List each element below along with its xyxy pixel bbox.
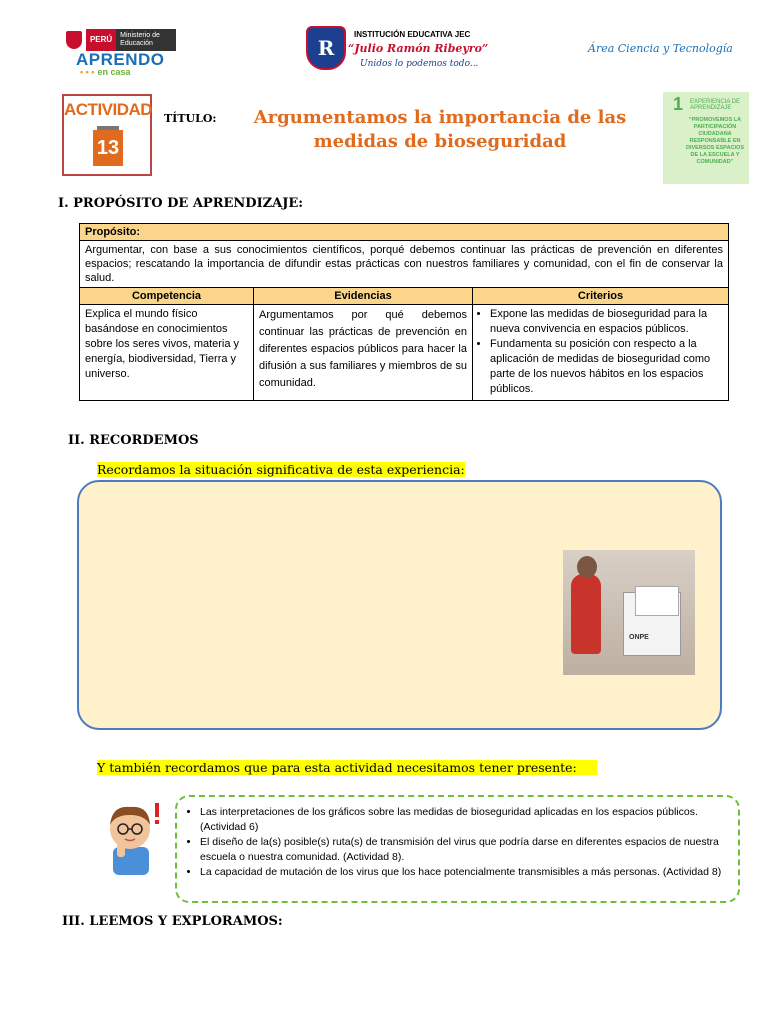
peru-shield-icon bbox=[66, 31, 82, 49]
experience-description: “PROMOVEMOS LA PARTICIPACIÓN CIUDADANA RESPONSABLE EN DIVERSOS ESPACIOS DE LA ESCUELA Y COMUNIDAD” bbox=[686, 117, 744, 165]
reminder-intro: Y también recordamos que para esta actividad necesitamos tener presente: bbox=[97, 760, 597, 775]
person-head bbox=[577, 556, 597, 578]
school-title: “Julio Ramón Ribeyro” bbox=[348, 42, 489, 55]
photo-label: ONPE bbox=[629, 634, 649, 641]
school-name: INSTITUCIÓN EDUCATIVA JEC bbox=[354, 30, 471, 39]
section-heading-recordemos: II. RECORDEMOS bbox=[68, 433, 199, 448]
activity-badge bbox=[62, 94, 152, 176]
evidencias-cell: Argumentamos por qué debemos continuar las prácticas de prevención en diferentes espacios públicos para hacer la difusión a sus familiares y miembros de su comunidad. bbox=[254, 305, 473, 401]
criterios-cell bbox=[473, 305, 729, 401]
page-title: Argumentamos la importancia de las medidas de bioseguridad bbox=[253, 107, 627, 152]
area-label: Área Ciencia y Tecnología bbox=[588, 42, 733, 55]
purpose-text: Argumentar, con base a sus conocimientos científicos, porqué debemos continuar las prácticas de prevención en diferentes espacios; rescatando la importancia de difundir estas prácticas con nuestros familiares y comunidad, con el fin de conservar la salud. bbox=[80, 241, 729, 288]
experience-label: EXPERIENCIA DE APRENDIZAJE bbox=[690, 99, 741, 111]
en-casa-text: • • • en casa bbox=[80, 67, 131, 77]
minedu-logo bbox=[66, 28, 176, 52]
competencia-cell: Explica el mundo físico basándose en conocimientos sobre los seres vivos, materia y energía, biodiversidad, Tierra y universo. bbox=[80, 305, 254, 401]
situation-intro: Recordamos la situación significativa de esta experiencia: bbox=[97, 462, 465, 477]
title-label: TÍTULO: bbox=[164, 112, 217, 125]
experience-badge bbox=[663, 92, 749, 184]
ministry-label: Ministerio de Educación bbox=[116, 29, 176, 51]
activity-label: ACTIVIDAD bbox=[64, 100, 153, 119]
school-motto: Unidos lo podemos todo... bbox=[360, 59, 479, 69]
school-crest-icon: R bbox=[306, 26, 346, 70]
voting-easel bbox=[635, 586, 679, 616]
reminder-item: • Las interpretaciones de los gráficos sobre las medidas de bioseguridad aplicadas en los espacios públicos. (Actividad 6) bbox=[200, 805, 726, 835]
peru-label: PERÚ bbox=[86, 29, 116, 51]
reminder-item: • La capacidad de mutación de los virus que los hace potencialmente transmisibles a más personas. (Actividad 8) bbox=[200, 865, 726, 880]
column-header-criterios: Criterios bbox=[473, 288, 729, 305]
experience-number: 1 bbox=[673, 94, 684, 114]
criterio-item: • Expone las medidas de bioseguridad para la nueva convivencia en espacios públicos. bbox=[490, 307, 723, 337]
column-header-competencia: Competencia bbox=[80, 288, 254, 305]
purpose-label: Propósito: bbox=[80, 224, 729, 241]
reminder-item: • El diseño de la(s) posible(s) ruta(s) de transmisión del virus que podría darse en diferentes espacios de nuestra escuela o nuestra comunidad. (Actividad 8). bbox=[200, 835, 726, 865]
section-heading-purpose: I. PROPÓSITO DE APRENDIZAJE: bbox=[58, 196, 304, 211]
student-thinking-icon bbox=[97, 797, 167, 875]
reminder-box bbox=[175, 795, 740, 903]
voting-photo bbox=[563, 550, 695, 675]
person-figure bbox=[571, 574, 601, 654]
column-header-evidencias: Evidencias bbox=[254, 288, 473, 305]
criterio-item: • Fundamenta su posición con respecto a la aplicación de medidas de bioseguridad como parte de los nuevos hábitos en los espacios públicos. bbox=[490, 337, 723, 397]
purpose-table bbox=[79, 223, 729, 401]
activity-number: 13 bbox=[93, 130, 123, 166]
aprendo-logo-text: APRENDO bbox=[76, 50, 165, 69]
section-heading-leemos: III. LEEMOS Y EXPLORAMOS: bbox=[62, 914, 283, 929]
